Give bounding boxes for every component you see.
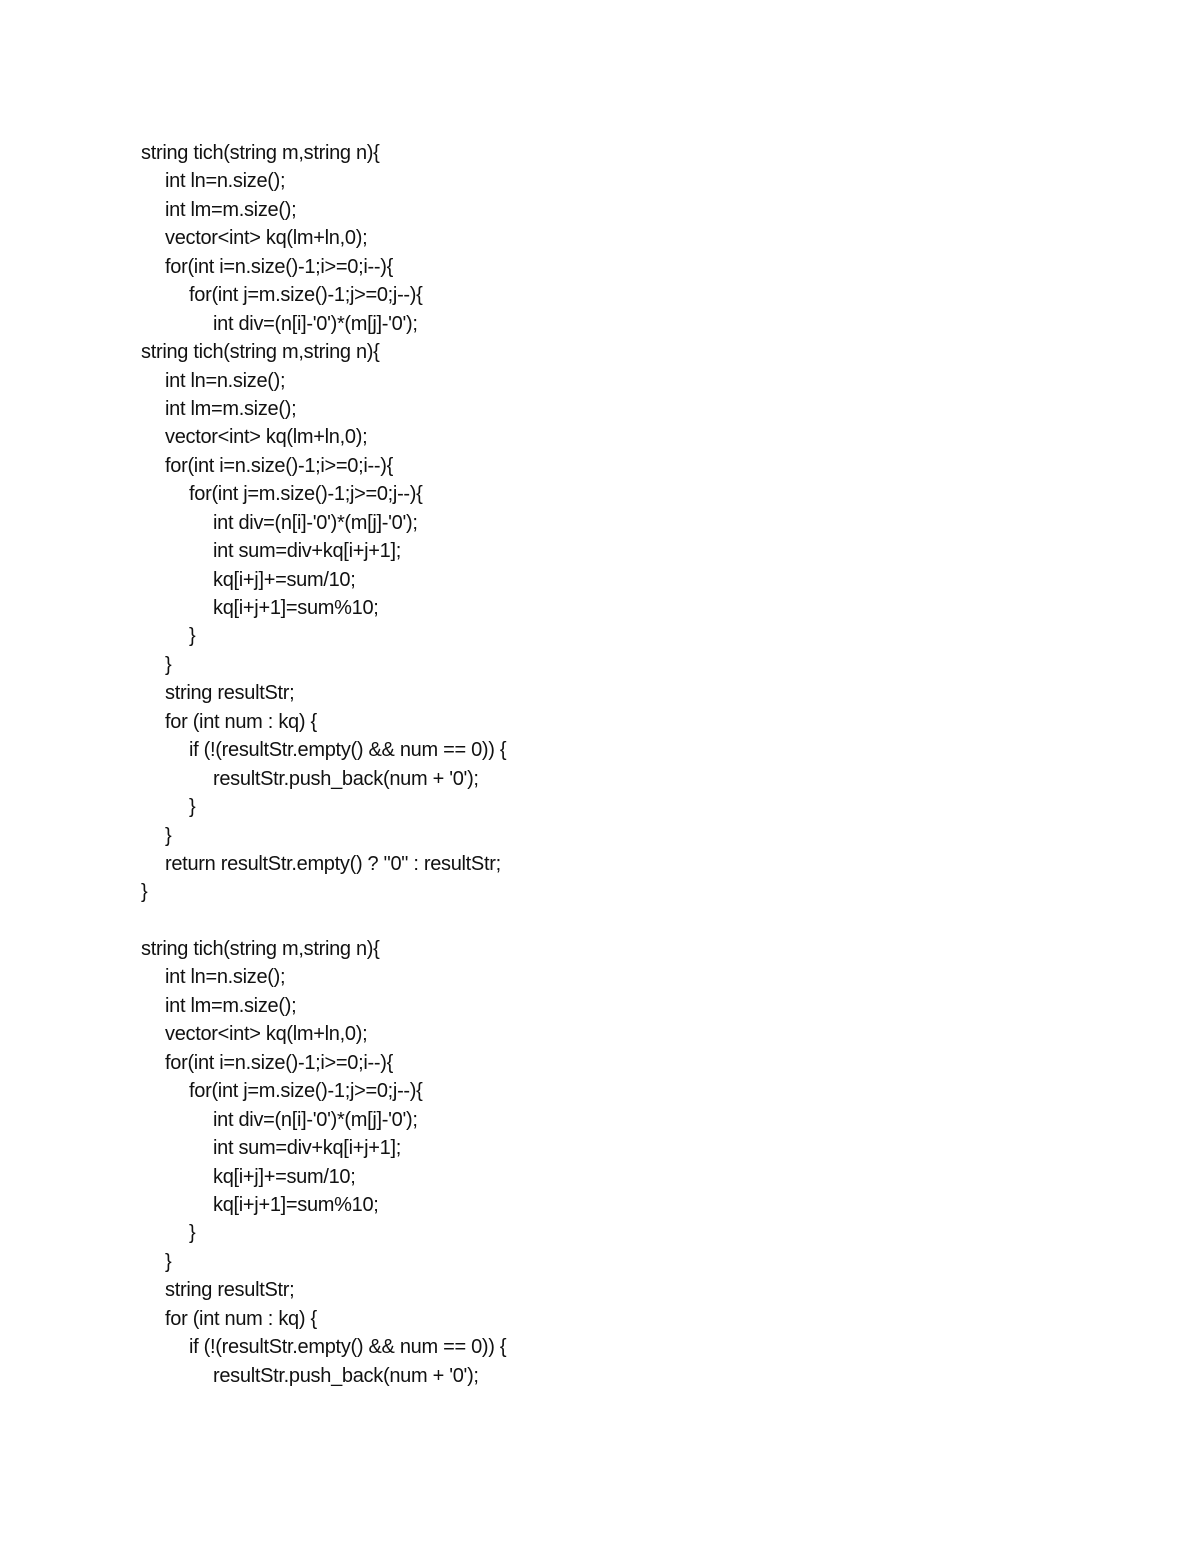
code-line: } [189, 1222, 196, 1245]
code-line: int div=(n[i]-'0')*(m[j]-'0'); [213, 312, 418, 335]
code-line: } [189, 625, 196, 648]
code-line: string resultStr; [165, 1279, 295, 1302]
code-line: int sum=div+kq[i+j+1]; [213, 1137, 401, 1160]
code-line: resultStr.push_back(num + '0'); [213, 767, 479, 790]
code-block-2 [141, 935, 1041, 1390]
code-line: } [165, 824, 172, 847]
code-line: if (!(resultStr.empty() && num == 0)) { [189, 1336, 507, 1359]
code-line: int ln=n.size(); [165, 966, 286, 989]
code-line: kq[i+j+1]=sum%10; [213, 1193, 379, 1216]
code-line: string tich(string m,string n){ [141, 142, 380, 164]
code-line: int div=(n[i]-'0')*(m[j]-'0'); [213, 511, 418, 534]
code-line: for(int j=m.size()-1;j>=0;j--){ [189, 1080, 423, 1103]
code-line: string tich(string m,string n){ [141, 938, 380, 960]
code-line: string tich(string m,string n){ [141, 341, 380, 364]
code-line: } [165, 653, 172, 676]
code-line: for(int j=m.size()-1;j>=0;j--){ [189, 483, 423, 506]
code-block-1 [141, 139, 1041, 907]
code-line: kq[i+j]+=sum/10; [213, 568, 356, 591]
code-line: for(int i=n.size()-1;i>=0;i--){ [165, 255, 393, 278]
code-line: int ln=n.size(); [165, 369, 286, 392]
code-line: string resultStr; [165, 682, 295, 705]
code-line: vector<int> kq(lm+ln,0); [165, 227, 368, 250]
code-line: if (!(resultStr.empty() && num == 0)) { [189, 739, 507, 762]
code-line: for (int num : kq) { [165, 1307, 317, 1330]
code-line: for (int num : kq) { [165, 710, 317, 733]
code-line: int sum=div+kq[i+j+1]; [213, 540, 401, 563]
code-line: for(int i=n.size()-1;i>=0;i--){ [165, 454, 393, 477]
code-line: return resultStr.empty() ? "0" : resultStr; [165, 852, 501, 875]
code-line: } [189, 796, 196, 819]
code-line: for(int i=n.size()-1;i>=0;i--){ [165, 1051, 393, 1074]
code-line: } [141, 881, 148, 904]
code-line: vector<int> kq(lm+ln,0); [165, 426, 368, 449]
code-line: int div=(n[i]-'0')*(m[j]-'0'); [213, 1108, 418, 1131]
code-line: int lm=m.size(); [165, 397, 297, 420]
code-line: resultStr.push_back(num + '0'); [213, 1364, 479, 1387]
code-line: for(int j=m.size()-1;j>=0;j--){ [189, 284, 423, 307]
code-line: int ln=n.size(); [165, 170, 286, 193]
code-line: int lm=m.size(); [165, 198, 297, 221]
code-line: } [165, 1250, 172, 1273]
code-line: int lm=m.size(); [165, 994, 297, 1017]
code-line: vector<int> kq(lm+ln,0); [165, 1023, 368, 1046]
code-line: kq[i+j+1]=sum%10; [213, 597, 379, 619]
code-line: kq[i+j]+=sum/10; [213, 1165, 356, 1188]
